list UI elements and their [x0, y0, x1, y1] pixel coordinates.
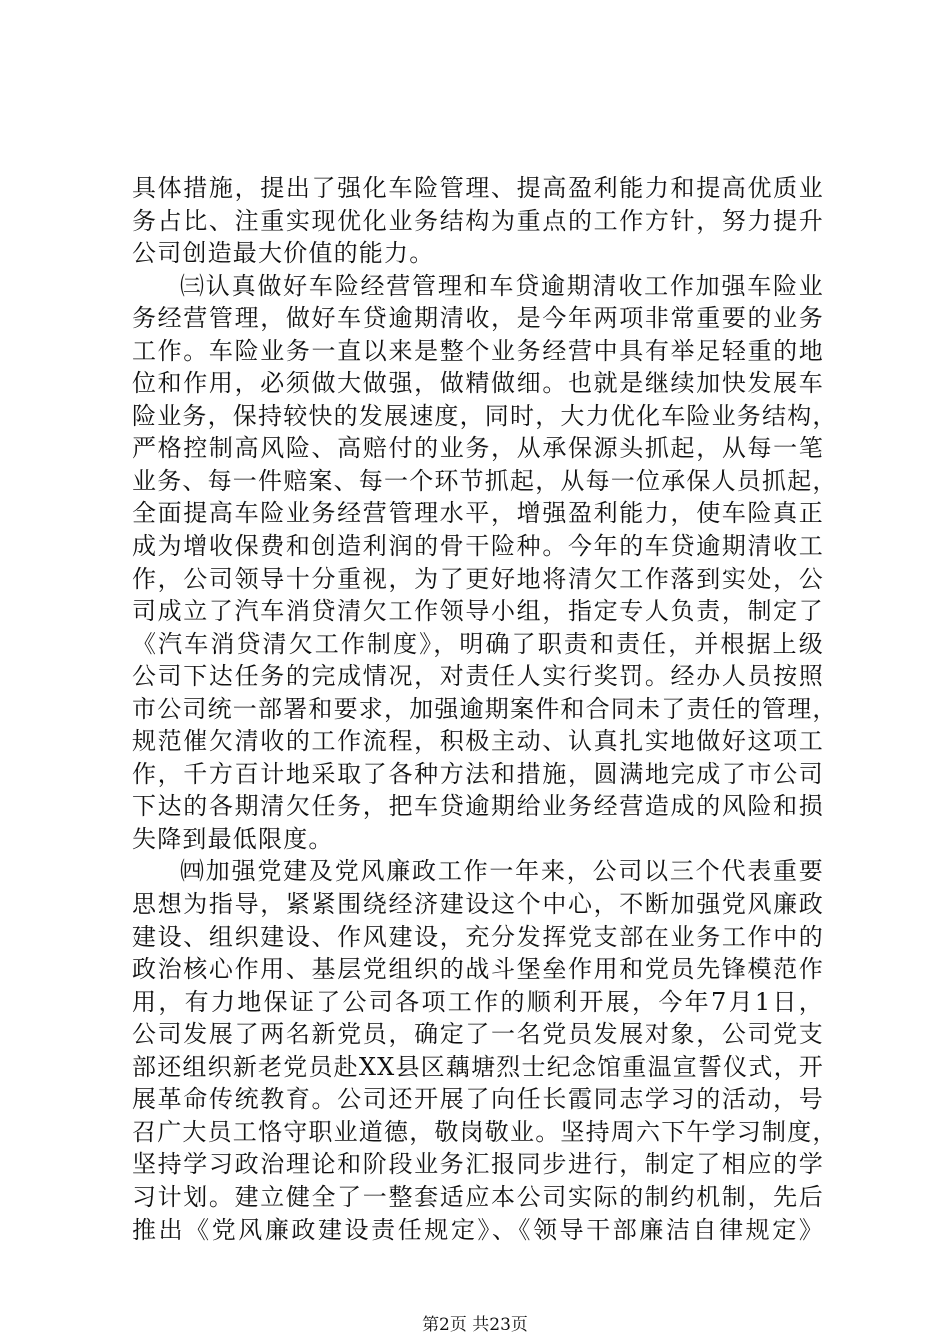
- text-line: 业务、每一件赔案、每一个环节抓起，从每一位承保人员抓起，: [132, 466, 838, 495]
- page-number-footer: 第2页 共23页: [422, 1315, 528, 1335]
- text-line: 公司发展了两名新党员，确定了一名党员发展对象，公司党支: [132, 1020, 824, 1049]
- text-line: 严格控制高风险、高赔付的业务，从承保源头抓起，从每一笔: [132, 434, 824, 463]
- text-line: 下达的各期清欠任务，把车贷逾期给业务经营造成的风险和损: [132, 792, 824, 821]
- text-line: 召广大员工恪守职业道德，敬岗敬业。坚持周六下午学习制度，: [132, 1117, 838, 1146]
- text-line: 公司下达任务的完成情况，对责任人实行奖罚。经办人员按照: [132, 662, 824, 691]
- text-line: 全面提高车险业务经营管理水平，增强盈利能力，使车险真正: [132, 499, 824, 528]
- text-line: 部还组织新老党员赴XX县区藕塘烈士纪念馆重温宣誓仪式，开: [132, 1052, 824, 1081]
- text-line: 规范催欠清收的工作流程，积极主动、认真扎实地做好这项工: [132, 727, 824, 756]
- text-line: 失降到最低限度。: [132, 824, 334, 853]
- section-heading-line: ㈣加强党建及党风廉政工作一年来，公司以三个代表重要: [180, 857, 824, 886]
- text-line: 务经营管理，做好车贷逾期清收，是今年两项非常重要的业务: [132, 304, 824, 333]
- text-line: 用，有力地保证了公司各项工作的顺利开展，今年7月1日，: [132, 987, 824, 1016]
- text-line: 公司创造最大价值的能力。: [132, 239, 435, 268]
- text-line: 险业务，保持较快的发展速度，同时，大力优化车险业务结构，: [132, 401, 838, 430]
- body-text: [132, 172, 838, 1246]
- text-line: 市公司统一部署和要求，加强逾期案件和合同未了责任的管理，: [132, 694, 838, 723]
- text-line: 司成立了汽车消贷清欠工作领导小组，指定专人负责，制定了: [132, 597, 824, 626]
- text-line: 务占比、注重实现优化业务结构为重点的工作方针，努力提升: [132, 206, 824, 235]
- text-line: 位和作用，必须做大做强，做精做细。也就是继续加快发展车: [132, 369, 824, 398]
- text-line: 习计划。建立健全了一整套适应本公司实际的制约机制，先后: [132, 1182, 824, 1211]
- text-line: 推出《党风廉政建设责任规定》、《领导干部廉洁自律规定》: [132, 1215, 824, 1244]
- text-line: 作，公司领导十分重视，为了更好地将清欠工作落到实处，公: [132, 564, 824, 593]
- text-line: 建设、组织建设、作风建设，充分发挥党支部在业务工作中的: [132, 922, 824, 951]
- text-line: 思想为指导，紧紧围绕经济建设这个中心，不断加强党风廉政: [132, 890, 824, 919]
- text-line: 作，千方百计地采取了各种方法和措施，圆满地完成了市公司: [132, 759, 824, 788]
- text-line: 工作。车险业务一直以来是整个业务经营中具有举足轻重的地: [132, 336, 824, 365]
- text-line: 政治核心作用、基层党组织的战斗堡垒作用和党员先锋模范作: [132, 955, 824, 984]
- text-line: 《汽车消贷清欠工作制度》，明确了职责和责任，并根据上级: [132, 629, 824, 658]
- text-line: 具体措施，提出了强化车险管理、提高盈利能力和提高优质业: [132, 174, 824, 202]
- section-heading-line: ㈢认真做好车险经营管理和车贷逾期清收工作加强车险业: [180, 271, 824, 300]
- text-line: 成为增收保费和创造利润的骨干险种。今年的车贷逾期清收工: [132, 532, 824, 561]
- text-line: 坚持学习政治理论和阶段业务汇报同步进行，制定了相应的学: [132, 1150, 824, 1179]
- text-line: 展革命传统教育。公司还开展了向任长霞同志学习的活动，号: [132, 1085, 824, 1114]
